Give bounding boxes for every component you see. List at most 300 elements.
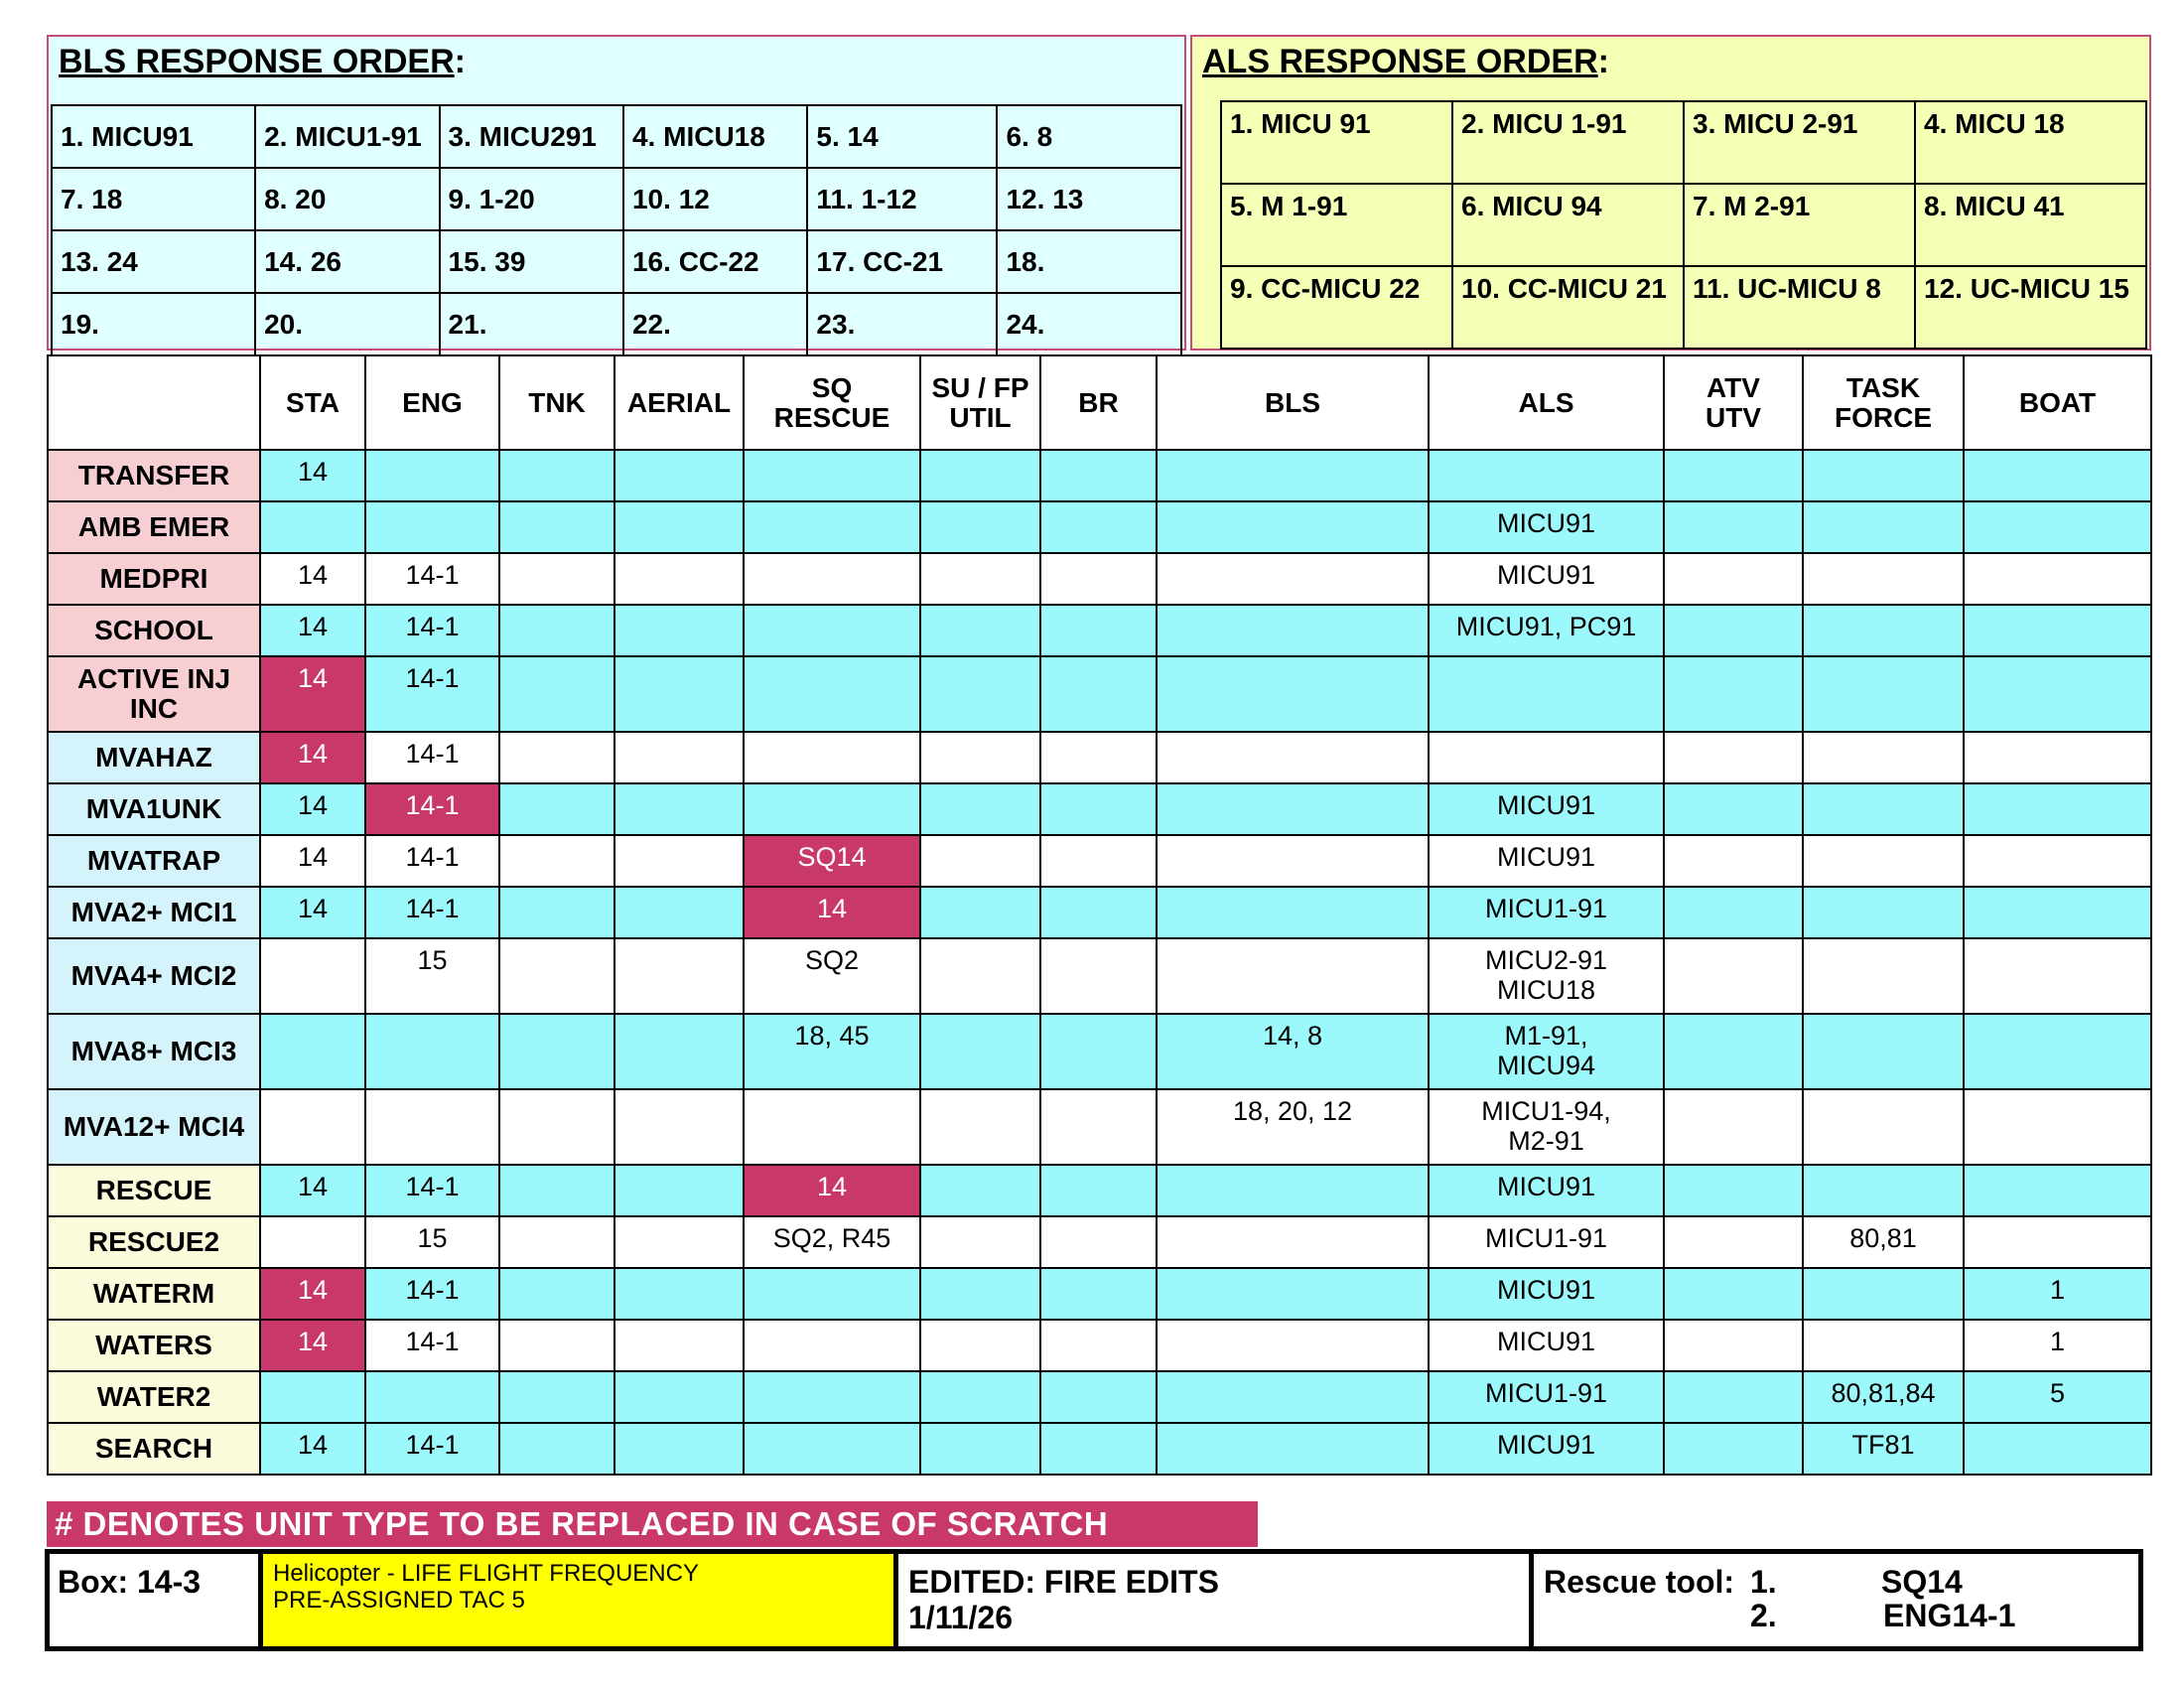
als-order-cell: 4. MICU 18 — [1915, 101, 2146, 184]
table-cell: MICU1-91 — [1429, 887, 1664, 938]
table-cell — [1664, 450, 1803, 501]
bls-order-cell: 15. 39 — [440, 230, 623, 293]
table-cell — [920, 835, 1040, 887]
edited-info — [898, 1554, 1534, 1646]
table-cell — [1040, 1165, 1157, 1216]
table-cell — [744, 553, 920, 605]
table-cell — [614, 1423, 744, 1475]
table-cell — [1664, 1423, 1803, 1475]
table-cell: 14 — [744, 1165, 920, 1216]
bls-order-row — [52, 293, 1181, 355]
table-row — [48, 887, 2151, 938]
table-cell — [1964, 835, 2151, 887]
table-cell: MICU91 — [1429, 1423, 1664, 1475]
table-cell — [499, 938, 614, 1014]
table-cell — [365, 1371, 499, 1423]
table-cell — [1429, 732, 1664, 783]
table-cell — [1664, 656, 1803, 732]
table-cell — [260, 1089, 365, 1165]
table-cell: SQ2 — [744, 938, 920, 1014]
table-cell — [614, 1371, 744, 1423]
helicopter-note — [263, 1554, 898, 1646]
table-cell — [744, 1089, 920, 1165]
row-label: WATERS — [48, 1320, 260, 1371]
row-label: RESCUE — [48, 1165, 260, 1216]
bls-order-cell: 20. — [255, 293, 439, 355]
bls-order-cell: 13. 24 — [52, 230, 255, 293]
table-cell — [1040, 835, 1157, 887]
table-cell: 14-1 — [365, 1320, 499, 1371]
table-cell — [744, 732, 920, 783]
column-header: BR — [1040, 355, 1157, 450]
bls-order-cell: 23. — [807, 293, 997, 355]
column-header: ALS — [1429, 355, 1664, 450]
table-cell — [365, 1089, 499, 1165]
table-cell — [614, 1320, 744, 1371]
table-row — [48, 783, 2151, 835]
table-cell — [614, 450, 744, 501]
table-cell — [1803, 605, 1964, 656]
table-row — [48, 553, 2151, 605]
table-cell: MICU2-91 MICU18 — [1429, 938, 1664, 1014]
table-cell — [920, 1371, 1040, 1423]
table-cell — [1964, 1423, 2151, 1475]
table-cell — [1040, 887, 1157, 938]
table-cell — [744, 1423, 920, 1475]
table-cell — [1964, 1089, 2151, 1165]
table-cell — [614, 835, 744, 887]
als-response-order-title: ALS RESPONSE ORDER: — [1202, 43, 1609, 80]
table-cell — [614, 1165, 744, 1216]
row-label: SEARCH — [48, 1423, 260, 1475]
table-cell — [1803, 938, 1964, 1014]
table-cell — [614, 605, 744, 656]
table-cell: MICU1-91 — [1429, 1371, 1664, 1423]
table-cell — [1964, 1216, 2151, 1268]
row-label: MVA2+ MCI1 — [48, 887, 260, 938]
table-cell: 14 — [260, 1268, 365, 1320]
table-cell: 14 — [260, 553, 365, 605]
table-cell — [499, 605, 614, 656]
table-cell — [1664, 1014, 1803, 1089]
table-cell — [1429, 656, 1664, 732]
table-cell — [260, 1216, 365, 1268]
als-order-cell: 9. CC-MICU 22 — [1221, 266, 1452, 349]
table-cell — [1040, 1216, 1157, 1268]
table-cell — [260, 938, 365, 1014]
table-row — [48, 835, 2151, 887]
table-cell — [920, 1216, 1040, 1268]
table-cell — [920, 1089, 1040, 1165]
bls-order-cell: 3. MICU291 — [440, 105, 623, 168]
row-label: SCHOOL — [48, 605, 260, 656]
table-cell — [920, 553, 1040, 605]
table-cell: 14-1 — [365, 553, 499, 605]
table-cell — [499, 450, 614, 501]
table-cell: 18, 45 — [744, 1014, 920, 1089]
rescue-tool-label: Rescue tool: — [1544, 1564, 1735, 1600]
table-cell: SQ2, R45 — [744, 1216, 920, 1268]
table-cell — [1664, 553, 1803, 605]
table-cell: MICU91 — [1429, 501, 1664, 553]
run-card-grid — [47, 354, 2152, 1476]
table-cell — [1964, 1165, 2151, 1216]
table-cell — [1157, 938, 1429, 1014]
table-row — [48, 732, 2151, 783]
row-label: RESCUE2 — [48, 1216, 260, 1268]
table-cell — [1964, 1014, 2151, 1089]
table-cell — [1803, 1268, 1964, 1320]
als-order-row — [1221, 266, 2146, 349]
table-cell: 15 — [365, 1216, 499, 1268]
table-cell — [365, 1014, 499, 1089]
table-cell — [1803, 656, 1964, 732]
bls-order-cell: 14. 26 — [255, 230, 439, 293]
table-cell — [1803, 783, 1964, 835]
table-cell — [1803, 553, 1964, 605]
table-row — [48, 1014, 2151, 1089]
column-header: BOAT — [1964, 355, 2151, 450]
box-number: Box: 14-3 — [50, 1554, 263, 1646]
helicopter-note-line2: PRE-ASSIGNED TAC 5 — [273, 1587, 525, 1614]
table-cell — [744, 1371, 920, 1423]
table-cell — [1964, 887, 2151, 938]
als-order-row — [1221, 184, 2146, 266]
table-cell — [1040, 732, 1157, 783]
table-cell — [1664, 835, 1803, 887]
als-order-cell: 5. M 1-91 — [1221, 184, 1452, 266]
table-cell — [744, 450, 920, 501]
als-order-cell: 3. MICU 2-91 — [1684, 101, 1915, 184]
row-label: MEDPRI — [48, 553, 260, 605]
edited-label: EDITED: FIRE EDITS — [908, 1564, 1219, 1600]
bls-order-cell: 6. 8 — [997, 105, 1181, 168]
table-cell: 14-1 — [365, 656, 499, 732]
column-header: TNK — [499, 355, 614, 450]
table-cell — [1964, 938, 2151, 1014]
table-cell: 14 — [260, 783, 365, 835]
table-cell — [1664, 605, 1803, 656]
table-cell: 14 — [260, 835, 365, 887]
table-cell — [1157, 1320, 1429, 1371]
table-cell: 15 — [365, 938, 499, 1014]
row-label: MVATRAP — [48, 835, 260, 887]
table-cell: 14-1 — [365, 783, 499, 835]
table-cell — [499, 887, 614, 938]
table-row — [48, 1371, 2151, 1423]
table-cell — [1964, 605, 2151, 656]
edited-date: 1/11/26 — [908, 1600, 1013, 1635]
table-row — [48, 1165, 2151, 1216]
table-row — [48, 938, 2151, 1014]
table-cell — [1964, 732, 2151, 783]
table-cell: 14 — [260, 656, 365, 732]
table-cell — [1664, 938, 1803, 1014]
table-cell: MICU91, PC91 — [1429, 605, 1664, 656]
table-cell: TF81 — [1803, 1423, 1964, 1475]
table-cell: 80,81 — [1803, 1216, 1964, 1268]
table-cell — [365, 450, 499, 501]
table-cell — [365, 501, 499, 553]
rescue-tool-1-value: SQ14 — [1881, 1564, 1963, 1600]
table-cell — [1040, 1371, 1157, 1423]
table-cell — [1040, 450, 1157, 501]
table-cell: MICU91 — [1429, 1268, 1664, 1320]
table-cell — [920, 1014, 1040, 1089]
table-cell — [1157, 1268, 1429, 1320]
bls-order-row — [52, 105, 1181, 168]
rescue-tool-info — [1534, 1554, 2138, 1646]
table-cell — [499, 1423, 614, 1475]
als-order-cell: 2. MICU 1-91 — [1452, 101, 1684, 184]
bls-order-cell: 7. 18 — [52, 168, 255, 230]
table-cell: 14-1 — [365, 605, 499, 656]
table-row — [48, 605, 2151, 656]
row-label: MVA1UNK — [48, 783, 260, 835]
bls-order-cell: 2. MICU1-91 — [255, 105, 439, 168]
bls-response-order-grid — [51, 104, 1182, 356]
table-cell: 14-1 — [365, 835, 499, 887]
table-cell: 18, 20, 12 — [1157, 1089, 1429, 1165]
table-cell — [920, 1320, 1040, 1371]
table-cell — [1964, 501, 2151, 553]
table-cell — [1664, 1320, 1803, 1371]
table-cell — [614, 1216, 744, 1268]
table-cell: MICU91 — [1429, 553, 1664, 605]
table-cell — [1664, 1089, 1803, 1165]
row-label: MVA4+ MCI2 — [48, 938, 260, 1014]
table-cell — [1157, 1371, 1429, 1423]
table-cell — [1803, 732, 1964, 783]
table-cell: MICU91 — [1429, 783, 1664, 835]
table-cell — [614, 1089, 744, 1165]
row-label: ACTIVE INJ INC — [48, 656, 260, 732]
als-order-cell: 7. M 2-91 — [1684, 184, 1915, 266]
table-row — [48, 1216, 2151, 1268]
table-cell: 14-1 — [365, 732, 499, 783]
bls-order-cell: 17. CC-21 — [807, 230, 997, 293]
table-cell — [1964, 450, 2151, 501]
table-cell — [920, 605, 1040, 656]
table-cell — [1157, 783, 1429, 835]
row-label: WATERM — [48, 1268, 260, 1320]
table-cell — [1040, 1320, 1157, 1371]
table-cell — [499, 1089, 614, 1165]
table-row — [48, 1423, 2151, 1475]
bls-order-cell: 16. CC-22 — [623, 230, 807, 293]
row-label: MVA8+ MCI3 — [48, 1014, 260, 1089]
bls-order-cell: 11. 1-12 — [807, 168, 997, 230]
table-cell: 5 — [1964, 1371, 2151, 1423]
table-cell — [1964, 553, 2151, 605]
table-cell — [1664, 1165, 1803, 1216]
table-cell — [1040, 1268, 1157, 1320]
table-cell — [1040, 1014, 1157, 1089]
table-cell — [1664, 783, 1803, 835]
table-cell — [1040, 553, 1157, 605]
table-cell — [1157, 1165, 1429, 1216]
table-cell: 14 — [744, 887, 920, 938]
column-header: AERIAL — [614, 355, 744, 450]
bls-order-cell: 19. — [52, 293, 255, 355]
row-label: AMB EMER — [48, 501, 260, 553]
column-header: SU / FP UTIL — [920, 355, 1040, 450]
table-cell — [614, 887, 744, 938]
table-cell — [1664, 1268, 1803, 1320]
table-cell — [1040, 783, 1157, 835]
table-cell — [1040, 938, 1157, 1014]
table-row — [48, 450, 2151, 501]
table-cell — [499, 1014, 614, 1089]
table-cell — [499, 835, 614, 887]
table-cell — [499, 1371, 614, 1423]
scratch-notice-banner: # DENOTES UNIT TYPE TO BE REPLACED IN CASE OF SCRATCH — [47, 1501, 1258, 1547]
bls-order-cell: 1. MICU91 — [52, 105, 255, 168]
table-cell: 14-1 — [365, 1423, 499, 1475]
table-cell — [1157, 835, 1429, 887]
table-cell — [920, 450, 1040, 501]
table-cell — [1803, 1165, 1964, 1216]
table-cell — [744, 1320, 920, 1371]
table-cell — [1803, 1014, 1964, 1089]
table-cell — [920, 887, 1040, 938]
table-cell — [1664, 887, 1803, 938]
als-order-cell: 12. UC-MICU 15 — [1915, 266, 2146, 349]
table-cell: 14 — [260, 1423, 365, 1475]
table-cell — [1664, 1371, 1803, 1423]
table-cell — [1803, 887, 1964, 938]
rescue-tool-2-value: ENG14-1 — [1883, 1598, 2016, 1633]
table-cell — [499, 1320, 614, 1371]
table-cell — [1964, 783, 2151, 835]
table-cell — [1964, 656, 2151, 732]
table-cell: 14 — [260, 1165, 365, 1216]
als-order-cell: 1. MICU 91 — [1221, 101, 1452, 184]
table-cell — [920, 1268, 1040, 1320]
table-cell — [1157, 553, 1429, 605]
als-order-cell: 6. MICU 94 — [1452, 184, 1684, 266]
rescue-tool-1-number: 1. — [1750, 1564, 1777, 1600]
table-cell: 14 — [260, 450, 365, 501]
bls-order-cell: 5. 14 — [807, 105, 997, 168]
als-order-row — [1221, 101, 2146, 184]
bls-response-order-panel — [47, 35, 1186, 351]
table-cell: 14 — [260, 887, 365, 938]
table-cell — [744, 501, 920, 553]
table-cell — [499, 656, 614, 732]
table-cell — [1040, 1089, 1157, 1165]
column-header: TASK FORCE — [1803, 355, 1964, 450]
table-cell: MICU1-91 — [1429, 1216, 1664, 1268]
bls-order-cell: 10. 12 — [623, 168, 807, 230]
bls-response-order-title: BLS RESPONSE ORDER: — [59, 43, 466, 80]
table-cell: 80,81,84 — [1803, 1371, 1964, 1423]
table-cell: 14-1 — [365, 1165, 499, 1216]
table-cell — [260, 501, 365, 553]
bls-order-cell: 9. 1-20 — [440, 168, 623, 230]
table-cell — [920, 656, 1040, 732]
table-row — [48, 1089, 2151, 1165]
rescue-tool-2-number: 2. — [1750, 1598, 1777, 1633]
bls-order-cell: 8. 20 — [255, 168, 439, 230]
helicopter-note-line1: Helicopter - LIFE FLIGHT FREQUENCY — [273, 1560, 699, 1587]
table-cell — [499, 1216, 614, 1268]
table-cell — [1040, 1423, 1157, 1475]
run-card-header-row — [48, 355, 2151, 450]
table-cell — [1803, 450, 1964, 501]
table-cell: 1 — [1964, 1268, 2151, 1320]
column-header: ATV UTV — [1664, 355, 1803, 450]
table-cell: 14-1 — [365, 1268, 499, 1320]
table-cell: 14 — [260, 1320, 365, 1371]
table-cell: SQ14 — [744, 835, 920, 887]
table-cell: MICU1-94, M2-91 — [1429, 1089, 1664, 1165]
table-cell — [1664, 732, 1803, 783]
table-cell: 1 — [1964, 1320, 2151, 1371]
als-order-cell: 11. UC-MICU 8 — [1684, 266, 1915, 349]
table-cell — [1040, 656, 1157, 732]
table-cell — [1803, 835, 1964, 887]
table-cell: 14, 8 — [1157, 1014, 1429, 1089]
row-label: TRANSFER — [48, 450, 260, 501]
corner-header-cell — [48, 355, 260, 450]
table-cell — [614, 656, 744, 732]
table-cell — [499, 553, 614, 605]
row-label: WATER2 — [48, 1371, 260, 1423]
table-cell — [920, 501, 1040, 553]
table-row — [48, 1268, 2151, 1320]
bls-order-cell: 4. MICU18 — [623, 105, 807, 168]
table-cell — [614, 732, 744, 783]
table-cell — [1664, 1216, 1803, 1268]
table-cell — [614, 501, 744, 553]
table-cell — [920, 938, 1040, 1014]
table-cell — [1803, 501, 1964, 553]
als-response-order-panel — [1190, 35, 2151, 351]
table-cell: MICU91 — [1429, 835, 1664, 887]
table-cell — [1803, 1089, 1964, 1165]
table-cell — [614, 1014, 744, 1089]
bls-order-cell: 21. — [440, 293, 623, 355]
table-cell — [744, 1268, 920, 1320]
table-cell: M1-91, MICU94 — [1429, 1014, 1664, 1089]
table-cell — [744, 605, 920, 656]
table-row — [48, 656, 2151, 732]
table-cell — [499, 732, 614, 783]
table-cell — [1040, 501, 1157, 553]
bls-order-cell: 22. — [623, 293, 807, 355]
footer-bar — [45, 1549, 2143, 1651]
row-label: MVAHAZ — [48, 732, 260, 783]
column-header: BLS — [1157, 355, 1429, 450]
table-row — [48, 1320, 2151, 1371]
als-order-cell: 10. CC-MICU 21 — [1452, 266, 1684, 349]
table-cell: 14 — [260, 605, 365, 656]
table-cell — [499, 1268, 614, 1320]
als-response-order-grid — [1220, 100, 2147, 350]
table-cell — [1157, 605, 1429, 656]
table-cell — [614, 783, 744, 835]
table-cell: 14-1 — [365, 887, 499, 938]
table-cell — [920, 732, 1040, 783]
bls-order-cell: 24. — [997, 293, 1181, 355]
table-cell — [920, 1423, 1040, 1475]
bls-order-row — [52, 168, 1181, 230]
table-cell — [1040, 605, 1157, 656]
column-header: ENG — [365, 355, 499, 450]
table-row — [48, 501, 2151, 553]
table-cell: MICU91 — [1429, 1320, 1664, 1371]
